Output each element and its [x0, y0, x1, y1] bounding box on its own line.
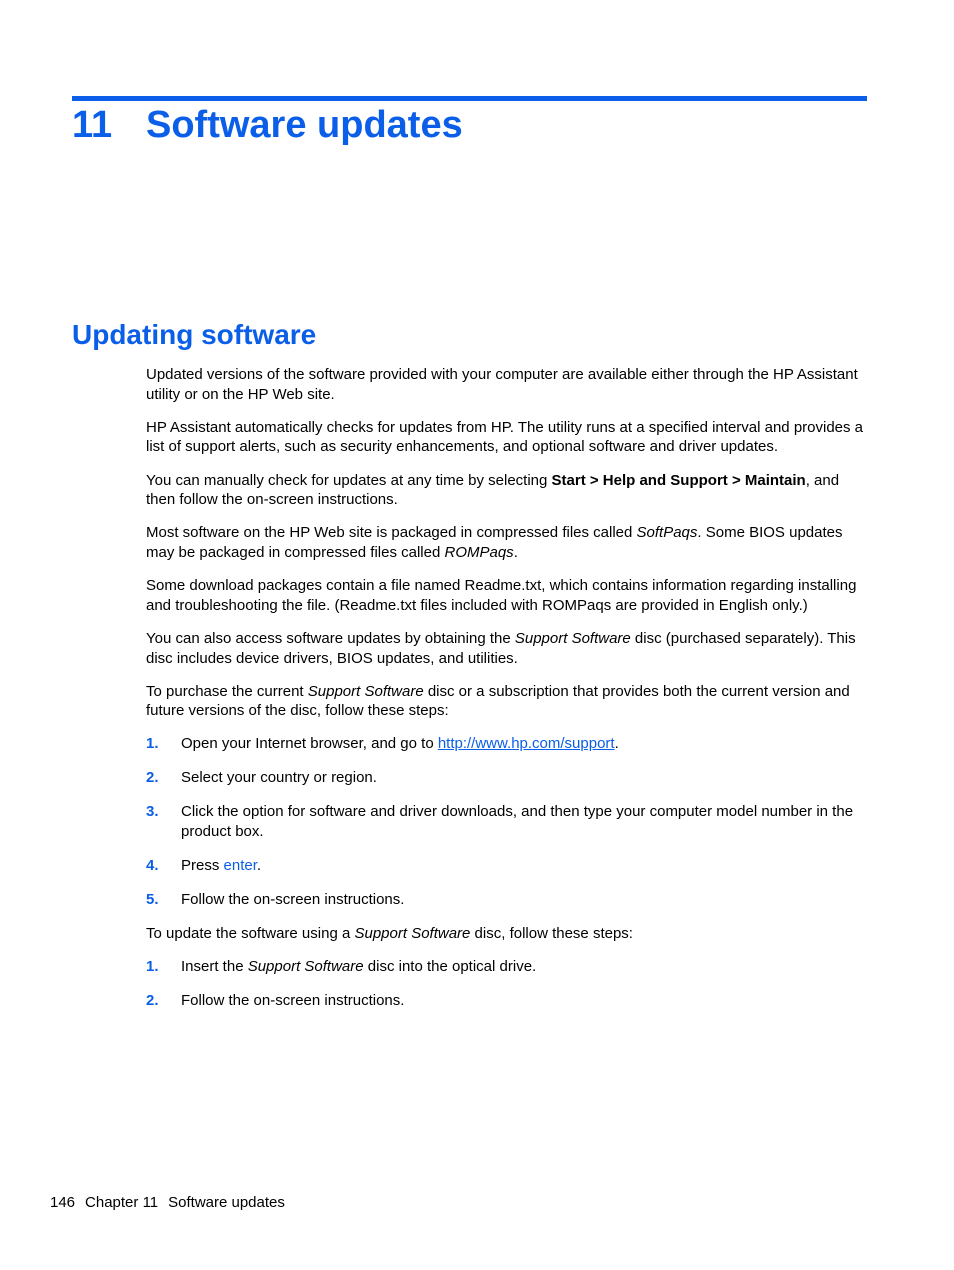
- chapter-number: 11: [72, 104, 113, 146]
- paragraph-manual-check: You can manually check for updates at any time by selecting Start > Help and Support > Maintain, and then follow the on-screen instructions.: [146, 471, 840, 509]
- list-item: 1. Open your Internet browser, and go to http://www.hp.com/support.: [146, 735, 619, 753]
- paragraph-softpaqs: Most software on the HP Web site is packaged in compressed files called SoftPaqs. Some BIOS updates may be packaged in compressed files called ROMPaqs.: [146, 524, 843, 561]
- paragraph-support-disc: You can also access software updates by obtaining the Support Software disc (purchased separately). This disc includes device drivers, BIOS updates, and utilities.: [146, 629, 856, 667]
- list-item: 4. Press enter.: [146, 857, 262, 875]
- page-number: 146: [50, 1194, 76, 1211]
- section-heading: Updating software: [72, 319, 317, 350]
- list-item: 5. Follow the on-screen instructions.: [146, 891, 405, 908]
- list-item: 1. Insert the Support Software disc into the optical drive.: [146, 958, 537, 976]
- paragraph-hp-assistant: HP Assistant automatically checks for updates from HP. The utility runs at a specified interval and provides a list of support alerts, such as security enhancements, and optional software and driver updates.: [146, 418, 864, 456]
- paragraph-intro: Updated versions of the software provided with your computer are available either through the HP Assistant utility or on the HP Web site.: [146, 366, 858, 403]
- body-text: [146, 365, 868, 1025]
- list-item: 3. Click the option for software and driver downloads, and then type your computer model number in the product box.: [146, 803, 854, 841]
- chapter-title: [72, 101, 463, 149]
- paragraph-purchase-intro: To purchase the current Support Software disc or a subscription that provides both the current version and future versions of the disc, follow these steps:: [146, 682, 850, 720]
- update-steps-list: [146, 957, 868, 1011]
- enter-key: enter: [223, 857, 257, 875]
- page-footer: [50, 1193, 295, 1212]
- paragraph-update-intro: To update the software using a Support Software disc, follow these steps:: [146, 924, 633, 942]
- purchase-steps-list: [146, 734, 868, 909]
- list-item: 2. Follow the on-screen instructions.: [146, 992, 405, 1010]
- footer-title: Software updates: [168, 1194, 285, 1211]
- chapter-title-text: Software updates: [146, 104, 463, 146]
- hp-support-link[interactable]: http://www.hp.com/support: [437, 735, 615, 753]
- paragraph-readme: Some download packages contain a file named Readme.txt, which contains information regarding installing and troubleshooting the file. (Readme.txt files included with ROMPaqs are provided in English only.): [146, 577, 857, 614]
- list-item: 2. Select your country or region.: [146, 769, 377, 787]
- menu-path: Start > Help and Support > Maintain: [551, 471, 806, 489]
- footer-chapter: Chapter 11: [85, 1194, 159, 1211]
